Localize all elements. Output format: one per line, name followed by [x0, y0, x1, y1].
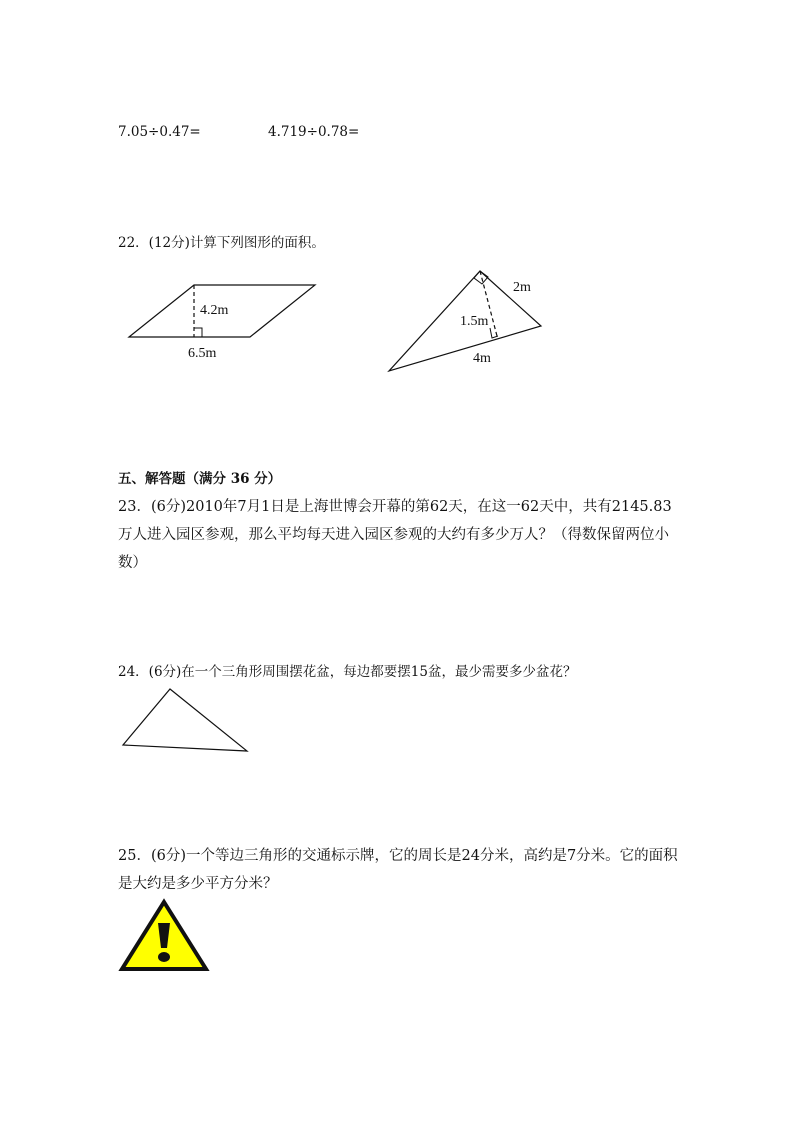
right-angle-marker — [194, 328, 202, 337]
q25-line-2: 是大约是多少平方分米？ — [118, 876, 278, 892]
division-expr-2: 4.719÷0.78= — [268, 124, 360, 140]
section-5-heading: 五、解答题（满分 36 分） — [118, 471, 282, 487]
triangle-side-label: 2m — [513, 280, 531, 295]
q24-triangle-figure — [118, 684, 254, 756]
exclamation-dot — [158, 952, 170, 962]
parallelogram-height-label: 4.2m — [200, 303, 229, 318]
q23-line-1: 23．(6分)2010年7月1日是上海世博会开幕的第62天，在这一62天中，共有2145.83 — [118, 499, 672, 515]
triangle-figure — [380, 266, 560, 378]
triangle-height-label: 1.5m — [460, 314, 489, 329]
q23-line-3: 数） — [118, 555, 147, 571]
division-expr-1: 7.05÷0.47= — [118, 124, 201, 140]
parallelogram-figure — [120, 276, 330, 366]
q22-title: 22．(12分)计算下列图形的面积。 — [118, 235, 325, 251]
parallelogram-base-label: 6.5m — [188, 346, 217, 361]
q25-line-1: 25．(6分)一个等边三角形的交通标示牌，它的周长是24分米，高约是7分米。它的面积 — [118, 848, 678, 864]
q24-triangle-shape — [123, 689, 247, 751]
q23-line-2: 万人进入园区参观，那么平均每天进入园区参观的大约有多少万人？（得数保留两位小 — [118, 527, 669, 543]
q24-text: 24．(6分)在一个三角形周围摆花盆，每边都要摆15盆，最少需要多少盆花？ — [118, 664, 577, 680]
warning-sign-icon — [118, 898, 210, 974]
triangle-base-label: 4m — [473, 351, 491, 366]
